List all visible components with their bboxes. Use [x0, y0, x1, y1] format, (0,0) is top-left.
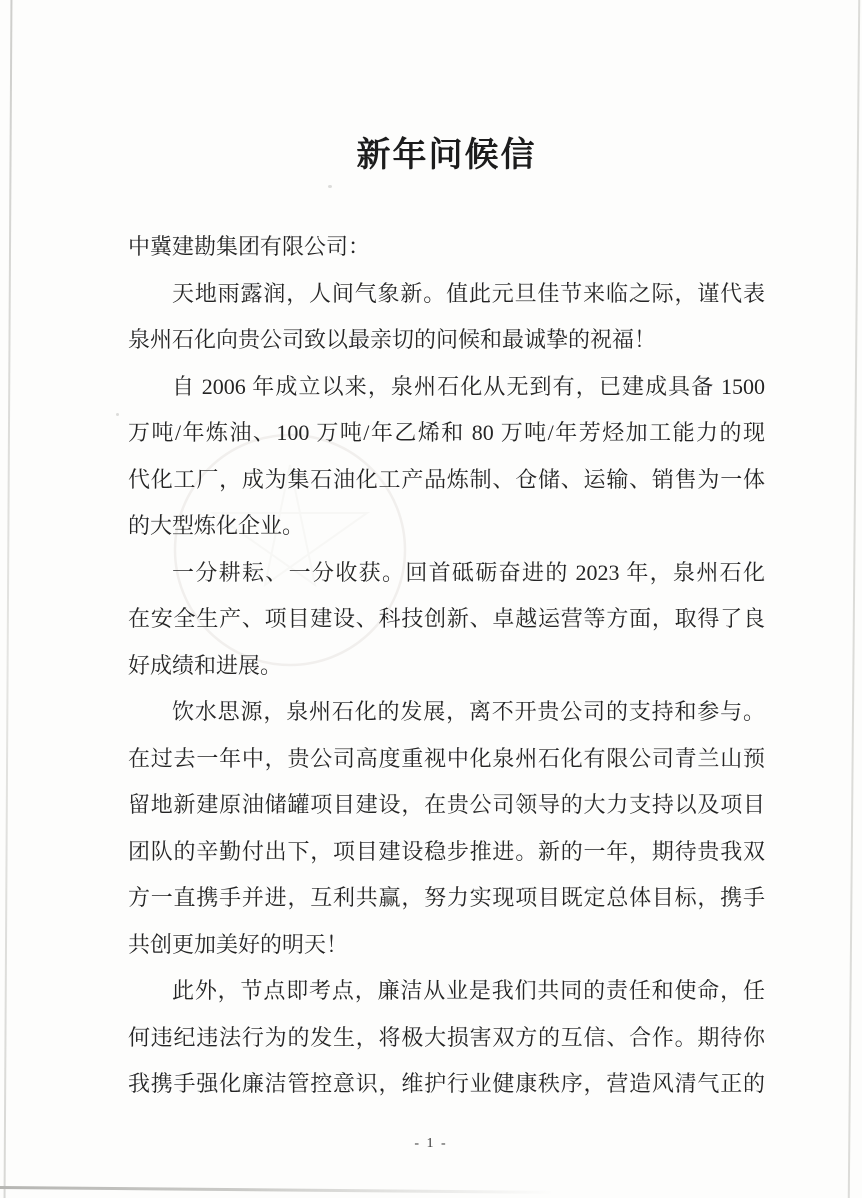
page-number: - 1 - — [414, 1136, 448, 1151]
letter-line: 的大型炼化企业。 — [128, 513, 305, 538]
scan-edge-right — [848, 0, 860, 1198]
letter-line: 方一直携手并进，互利共赢，努力实现项目既定总体目标，携手 — [128, 885, 765, 910]
letter-line: 万吨/年炼油、100 万吨/年乙烯和 80 万吨/年芳烃加工能力的现 — [128, 420, 765, 445]
scan-edge-left — [4, 0, 12, 1198]
letter-body — [128, 224, 765, 1108]
letter-line: 自 2006 年成立以来，泉州石化从无到有，已建成具备 1500 — [172, 373, 765, 399]
letter-salutation: 中冀建勘集团有限公司： — [128, 234, 371, 259]
letter-line: 代化工厂，成为集石油化工产品炼制、仓储、运输、销售为一体 — [128, 466, 765, 492]
letter-line: 留地新建原油储罐项目建设，在贵公司领导的大力支持以及项目 — [128, 792, 765, 817]
letter-line: 在安全生产、项目建设、科技创新、卓越运营等方面，取得了良 — [128, 606, 765, 631]
scan-edge-bottom — [0, 1186, 554, 1193]
letter-line: 饮水思源，泉州石化的发展，离不开贵公司的支持和参与。 — [172, 699, 765, 724]
letter-line: 我携手强化廉洁管控意识，维护行业健康秩序，营造风清气正的 — [128, 1071, 765, 1096]
scan-speck — [116, 413, 119, 416]
letter-line: 天地雨露润，人间气象新。值此元旦佳节来临之际，谨代表 — [172, 280, 765, 306]
letter-line: 好成绩和进展。 — [128, 652, 283, 678]
letter-line: 泉州石化向贵公司致以最亲切的问候和最诚挚的祝福！ — [128, 327, 657, 352]
letter-line: 一分耕耘、一分收获。回首砥砺奋进的 2023 年，泉州石化 — [172, 559, 765, 585]
letter-line: 共创更加美好的明天！ — [128, 931, 349, 957]
letter-line: 在过去一年中，贵公司高度重视中化泉州石化有限公司青兰山预 — [128, 745, 765, 771]
scan-speck — [328, 185, 332, 188]
letter-line: 此外，节点即考点，廉洁从业是我们共同的责任和使命，任 — [172, 978, 765, 1003]
letter-title: 新年问候信 — [356, 137, 537, 174]
letter-line: 团队的辛勤付出下，项目建设稳步推进。新的一年，期待贵我双 — [128, 838, 765, 864]
letter-line: 何违纪违法行为的发生，将极大损害双方的互信、合作。期待你 — [128, 1024, 765, 1050]
